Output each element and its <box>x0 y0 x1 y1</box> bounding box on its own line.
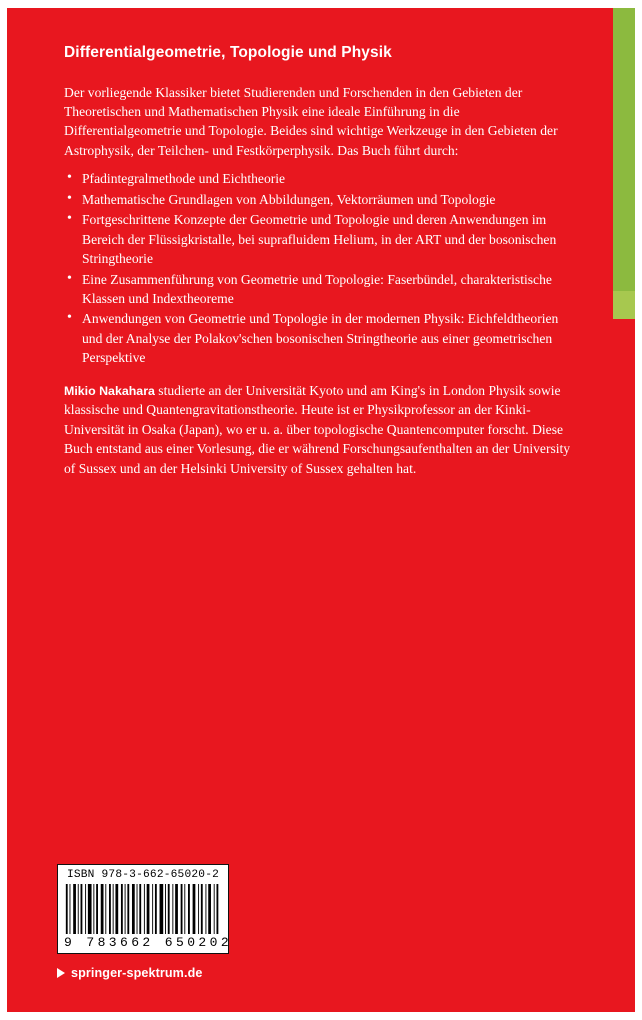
triangle-icon <box>57 968 65 978</box>
page-margin-right <box>635 0 642 1020</box>
ean-digits: 9 783662 650202 <box>64 935 233 950</box>
barcode-block <box>57 864 241 954</box>
isbn-label: ISBN 978-3-662-65020-2 <box>66 869 220 881</box>
list-item: • Mathematische Grundlagen von Abbildungen, Vektorräumen und Topologie <box>64 190 569 209</box>
book-title: Differentialgeometrie, Topologie und Physik <box>64 44 392 61</box>
isbn-box <box>57 864 233 954</box>
list-item: • Fortgeschrittene Konzepte der Geometrie und Topologie und deren Anwendungen im Bereich der Flüssigkristalle, bei suprafluidem Helium, in der ART und der bosonischen Stringtheorie <box>64 210 569 268</box>
page-margin-bottom <box>0 1012 642 1020</box>
publisher-url: springer-spektrum.de <box>71 966 203 980</box>
author-name: Mikio Nakahara <box>64 383 155 398</box>
cover-edge-band-green <box>613 8 635 291</box>
feature-list <box>64 169 569 367</box>
list-item: • Eine Zusammenführung von Geometrie und Topologie: Faserbündel, charakteristische Klassen und Indextheoreme <box>64 270 569 309</box>
list-item: • Pfadintegralmethode und Eichtheorie <box>64 169 569 188</box>
author-bio-text: studierte an der Universität Kyoto und am King's in London Physik sowie klassische und Quantengravitationstheorie. Heute ist er Physikprofessor an der Kinki-Universität in Osaka (Japan), wo er u. a. über topologische Quantencomputer forscht. Diese Buch entstand aus einer Vorlesung, die er während Forschungsaufenthalten an der University of Sussex und an der Helsinki University of Sussex gehalten hat. <box>64 382 571 476</box>
page-margin-left <box>0 0 7 1020</box>
blurb-intro-paragraph: Der vorliegende Klassiker bietet Studierenden und Forschenden in den Gebieten der Theoretischen und Mathematischen Physik eine ideale Einführung in die Differentialgeometrie und Topologie. Beides sind wichtige Werkzeuge in den Gebieten der Astrophysik, der Teilchen- und Festkörperphysik. Das Buch führt durch: <box>64 84 558 158</box>
barcode-bars-icon <box>64 884 222 934</box>
blurb-content <box>64 44 584 478</box>
publisher-line <box>57 966 202 980</box>
author-biography <box>64 381 572 478</box>
page-margin-top <box>0 0 642 8</box>
cover-edge-band-green-secondary <box>613 291 635 319</box>
list-item: • Anwendungen von Geometrie und Topologie in der modernen Physik: Eichfeldtheorien und der Analyse der Polakov'schen bosonischen Stringtheorie aus einer geometrischen Perspektive <box>64 309 569 367</box>
